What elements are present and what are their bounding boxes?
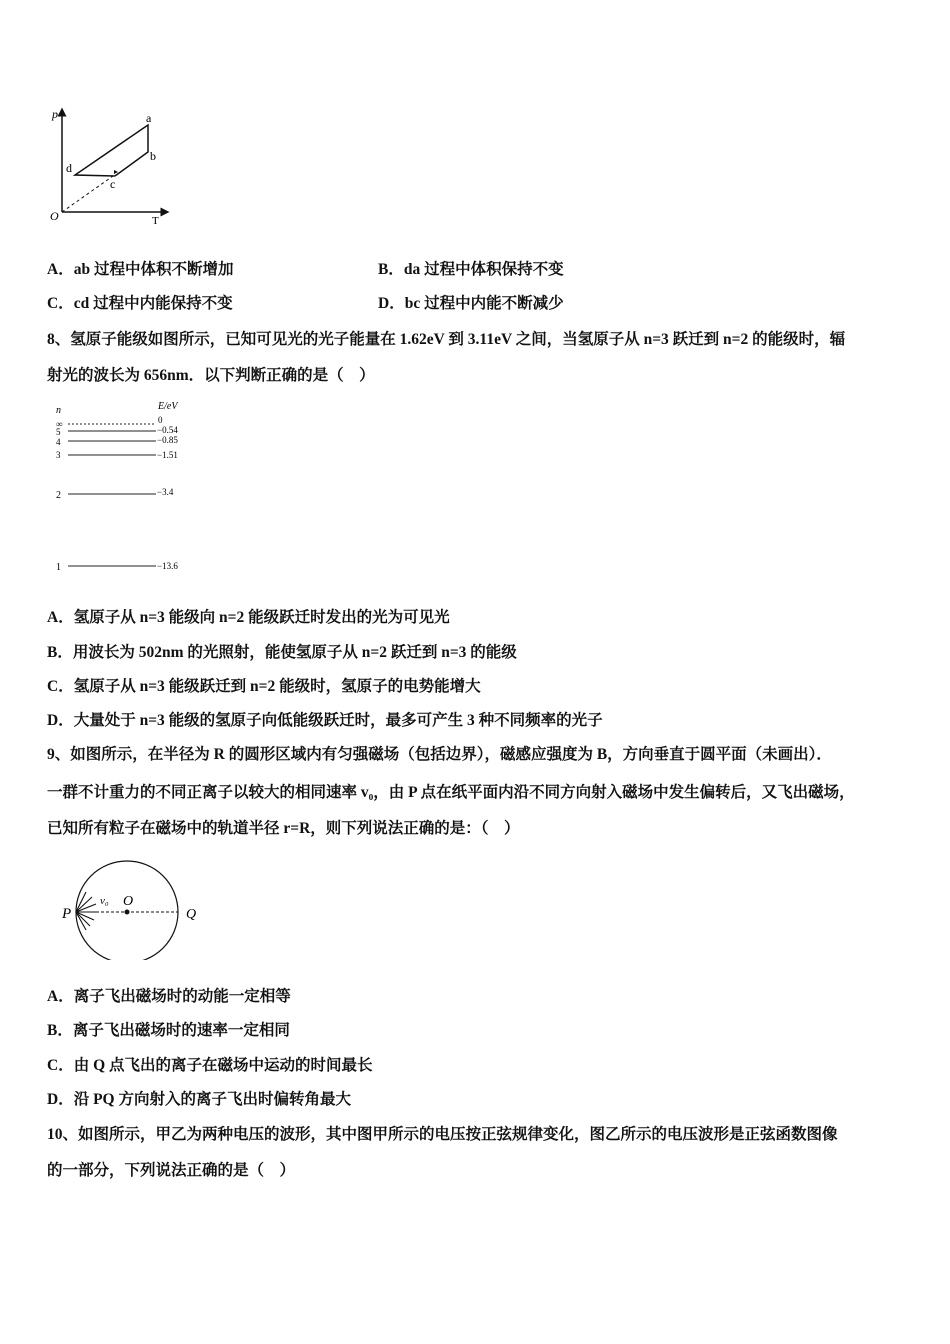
velocity-label: v₀ — [100, 895, 109, 907]
level-n-1: 1 — [56, 562, 61, 573]
magnetic-field-circle-diagram — [40, 860, 210, 960]
level-e-1: −13.6 — [157, 561, 178, 571]
axis-p-label: p — [52, 107, 58, 121]
level-e-2: −3.4 — [157, 487, 174, 497]
q7-option-c: C．cd 过程中内能保持不变 — [47, 295, 233, 312]
level-n-inf: ∞ — [56, 419, 63, 429]
q8-option-d: D．大量处于 n=3 能级的氢原子向低能级跃迁时，最多可产生 3 种不同频率的光子 — [47, 712, 603, 729]
energy-level-diagram — [40, 395, 210, 580]
q9-option-d: D．沿 PQ 方向射入的离子飞出时偏转角最大 — [47, 1091, 351, 1108]
origin-label: O — [50, 209, 59, 223]
q8-option-b: B．用波长为 502nm 的光照射，能使氢原子从 n=2 跃迁到 n=3 的能级 — [47, 644, 517, 661]
level-e-inf: 0 — [158, 415, 163, 425]
q8-option-a: A．氢原子从 n=3 能级向 n=2 能级跃迁时发出的光为可见光 — [47, 609, 450, 626]
pt-diagram — [40, 100, 180, 230]
q9-stem-line3: 已知所有粒子在磁场中的轨道半径 r=R，则下列说法正确的是：（ ） — [47, 820, 520, 837]
q10-stem-line2: 的一部分，下列说法正确的是（ ） — [47, 1162, 296, 1179]
q9-option-c: C．由 Q 点飞出的离子在磁场中运动的时间最长 — [47, 1057, 373, 1074]
e-label: E/eV — [158, 401, 178, 412]
level-n-4: 4 — [56, 437, 61, 447]
q8-stem-line2: 射光的波长为 656nm．以下判断正确的是（ ） — [47, 367, 375, 384]
level-e-5: −0.54 — [157, 425, 178, 435]
point-a: a — [146, 111, 152, 125]
point-o-label: O — [123, 894, 134, 909]
level-n-3: 3 — [56, 450, 61, 460]
q9-option-b: B．离子飞出磁场时的速率一定相同 — [47, 1022, 290, 1039]
q9-option-a: A．离子飞出磁场时的动能一定相等 — [47, 988, 291, 1005]
level-e-4: −0.85 — [157, 435, 178, 445]
n-label: n — [56, 405, 61, 416]
point-p-label: P — [62, 906, 72, 922]
q8-stem-line1: 8、氢原子能级如图所示，已知可见光的光子能量在 1.62eV 到 3.11eV 之间，当氢原子从 n=3 跃迁到 n=2 的能级时，辐 — [47, 331, 846, 348]
q7-option-a: A．ab 过程中体积不断增加 — [47, 261, 234, 278]
q10-stem-line1: 10、如图所示，甲乙为两种电压的波形，其中图甲所示的电压按正弦规律变化，图乙所示的电压波形是正弦函数图像 — [47, 1126, 838, 1143]
q7-option-b: B．da 过程中体积保持不变 — [378, 261, 564, 278]
axis-t-label: T — [152, 215, 159, 227]
q9-stem-line1: 9、如图所示，在半径为 R 的圆形区域内有匀强磁场（包括边界），磁感应强度为 B，方向垂直于圆平面（未画出）． — [47, 746, 832, 763]
level-e-3: −1.51 — [157, 450, 178, 460]
point-c: c — [110, 177, 116, 191]
point-d: d — [66, 161, 72, 175]
point-q-label: Q — [186, 907, 197, 922]
level-n-2: 2 — [56, 490, 61, 501]
point-b: b — [150, 149, 156, 163]
q8-option-c: C．氢原子从 n=3 能级跃迁到 n=2 能级时，氢原子的电势能增大 — [47, 678, 481, 695]
q9-stem-line2: 一群不计重力的不同正离子以较大的相同速率 v₀，由 P 点在纸平面内沿不同方向射入磁场中发生偏转后，又飞出磁场， — [47, 784, 855, 801]
q7-option-d: D．bc 过程中内能不断减少 — [378, 295, 564, 312]
level-n-5: 5 — [56, 427, 61, 437]
